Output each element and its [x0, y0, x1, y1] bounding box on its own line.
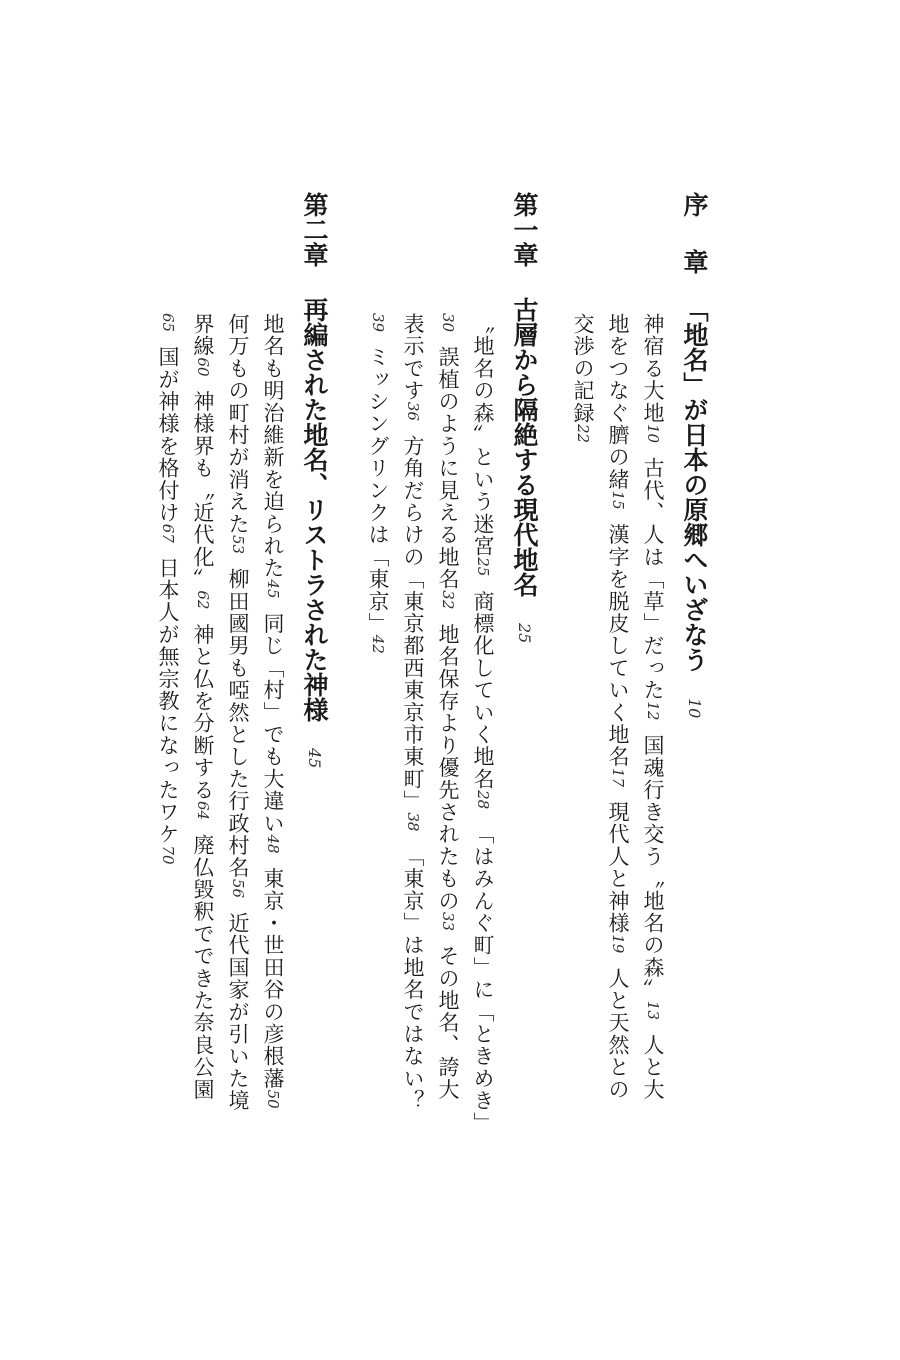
toc-entry-page: 39 — [369, 313, 387, 333]
toc-entry-title: 神と仏を分断する — [191, 623, 215, 802]
toc-entry-title-part: 交渉の記録 — [571, 313, 595, 424]
toc-entry-title: 柳田國男も啞然とした行政村名 — [226, 568, 250, 879]
chapter1-heading-page: 25 — [515, 623, 534, 644]
toc-entry-title: 誤植のように見える地名 — [436, 346, 460, 591]
toc-entry-page: 13 — [644, 1000, 662, 1020]
toc-entry-title-part: 表示です — [401, 313, 425, 402]
chapter1-heading — [512, 297, 537, 643]
prologue-line-3 — [572, 313, 593, 443]
toc-entry-title: 同じ「村」でも大違い — [261, 612, 285, 835]
toc-entry-page: 12 — [644, 701, 662, 721]
toc-entry-page: 10 — [644, 424, 662, 444]
chapter1-line-3 — [402, 313, 423, 1112]
toc-entry-title-part: 界線 — [191, 313, 215, 358]
chapter2-line-4 — [157, 313, 178, 865]
toc-entry-title: 地名保存より優先されたもの — [436, 623, 460, 912]
chapter1-heading-text: 古層から隔絶する現代地名 — [510, 297, 539, 597]
toc-entry-page: 42 — [369, 634, 387, 654]
toc-entry-page: 17 — [609, 767, 627, 787]
toc-entry-page: 60 — [194, 357, 212, 377]
toc-entry-page: 15 — [609, 490, 627, 510]
chapter1-label — [512, 192, 537, 267]
toc-entry-title-part: その地名、誇大 — [436, 945, 460, 1101]
toc-entry-title-part: 人と大 — [641, 1033, 665, 1101]
toc-entry-page: 65 — [159, 313, 177, 333]
toc-entry-title: 「東京」は地名ではない？ — [401, 845, 425, 1112]
toc-entry-page: 48 — [264, 834, 282, 854]
toc-entry-title: 漢字を脱皮していく地名 — [606, 523, 630, 768]
chapter2-heading-page: 45 — [305, 748, 324, 769]
chapter1-line-2 — [437, 313, 458, 1101]
toc-entry-title: ミッシングリンクは「東京」 — [366, 346, 390, 635]
toc-entry-page: 70 — [159, 845, 177, 865]
toc-entry-page: 33 — [439, 912, 457, 932]
toc-entry-title: 地名も明治維新を迫られた — [261, 313, 285, 580]
toc-entry-page: 36 — [404, 401, 422, 421]
chapter1-label-text: 第一章 — [510, 192, 539, 267]
toc-entry-title: 〝地名の森〟という迷宮 — [471, 313, 495, 558]
chapter2-label-text: 第二章 — [300, 192, 329, 267]
toc-entry-title: 東京・世田谷の彦根藩 — [261, 867, 285, 1090]
prologue-heading-page: 10 — [685, 698, 704, 719]
toc-entry-page: 32 — [439, 590, 457, 610]
chapter1-line-4 — [367, 313, 388, 654]
prologue-heading — [682, 297, 707, 718]
chapter2-line-1 — [262, 313, 283, 1109]
toc-entry-title: 古代、人は「草」だった — [641, 457, 665, 702]
toc-entry-title: 方角だらけの「東京都西東京市東町」 — [401, 434, 425, 813]
toc-entry-page: 64 — [194, 801, 212, 821]
chapter2-heading — [302, 297, 327, 768]
toc-entry-page: 38 — [404, 812, 422, 832]
toc-entry-title-part: 人と天然との — [606, 967, 630, 1101]
chapter2-line-3 — [192, 313, 213, 1101]
toc-entry-title: 廃仏毀釈でできた奈良公園 — [191, 834, 215, 1101]
toc-entry-title: 現代人と神様 — [606, 801, 630, 935]
toc-entry-page: 25 — [474, 557, 492, 577]
toc-entry-page: 45 — [264, 579, 282, 599]
chapter2-label — [302, 192, 327, 267]
prologue-label-text: 序章 — [680, 192, 709, 306]
toc-entry-page: 50 — [264, 1089, 282, 1109]
prologue-heading-text: 「地名」が日本の原郷へいざなう — [680, 297, 709, 672]
toc-entry-title: 商標化していく地名 — [471, 590, 495, 791]
toc-entry-page: 22 — [574, 424, 592, 444]
toc-entry-title: 「はみんぐ町」に「ときめき」 — [471, 823, 495, 1135]
toc-entry-title-part: 近代国家が引いた境 — [226, 912, 250, 1112]
toc-entry-page: 19 — [609, 934, 627, 954]
prologue-line-2 — [607, 313, 628, 1101]
toc-entry-title-part: 地をつなぐ臍の緒 — [606, 313, 630, 491]
toc-entry-page: 30 — [439, 313, 457, 333]
chapter1-line-1 — [472, 313, 493, 1134]
toc-entry-title: 国魂行き交う〝地名の森〟 — [641, 734, 665, 1001]
chapter2-line-2 — [227, 313, 248, 1112]
toc-entry-title: 国が神様を格付け — [156, 346, 180, 524]
prologue-line-1 — [642, 313, 663, 1101]
prologue-label — [682, 192, 707, 306]
toc-entry-page: 53 — [229, 535, 247, 555]
toc-entry-title: 何万もの町村が消えた — [226, 313, 250, 535]
toc-entry-title: 神様界も〝近代化〟 — [191, 390, 215, 591]
chapter2-heading-text: 再編された地名、リストラされた神様 — [300, 297, 329, 722]
toc-entry-page: 62 — [194, 590, 212, 610]
toc-entry-title: 神宿る大地 — [641, 313, 665, 424]
toc-entry-page: 56 — [229, 878, 247, 898]
toc-entry-page: 67 — [159, 523, 177, 543]
toc-entry-page: 28 — [474, 790, 492, 810]
toc-entry-title: 日本人が無宗教になったワケ — [156, 556, 180, 846]
